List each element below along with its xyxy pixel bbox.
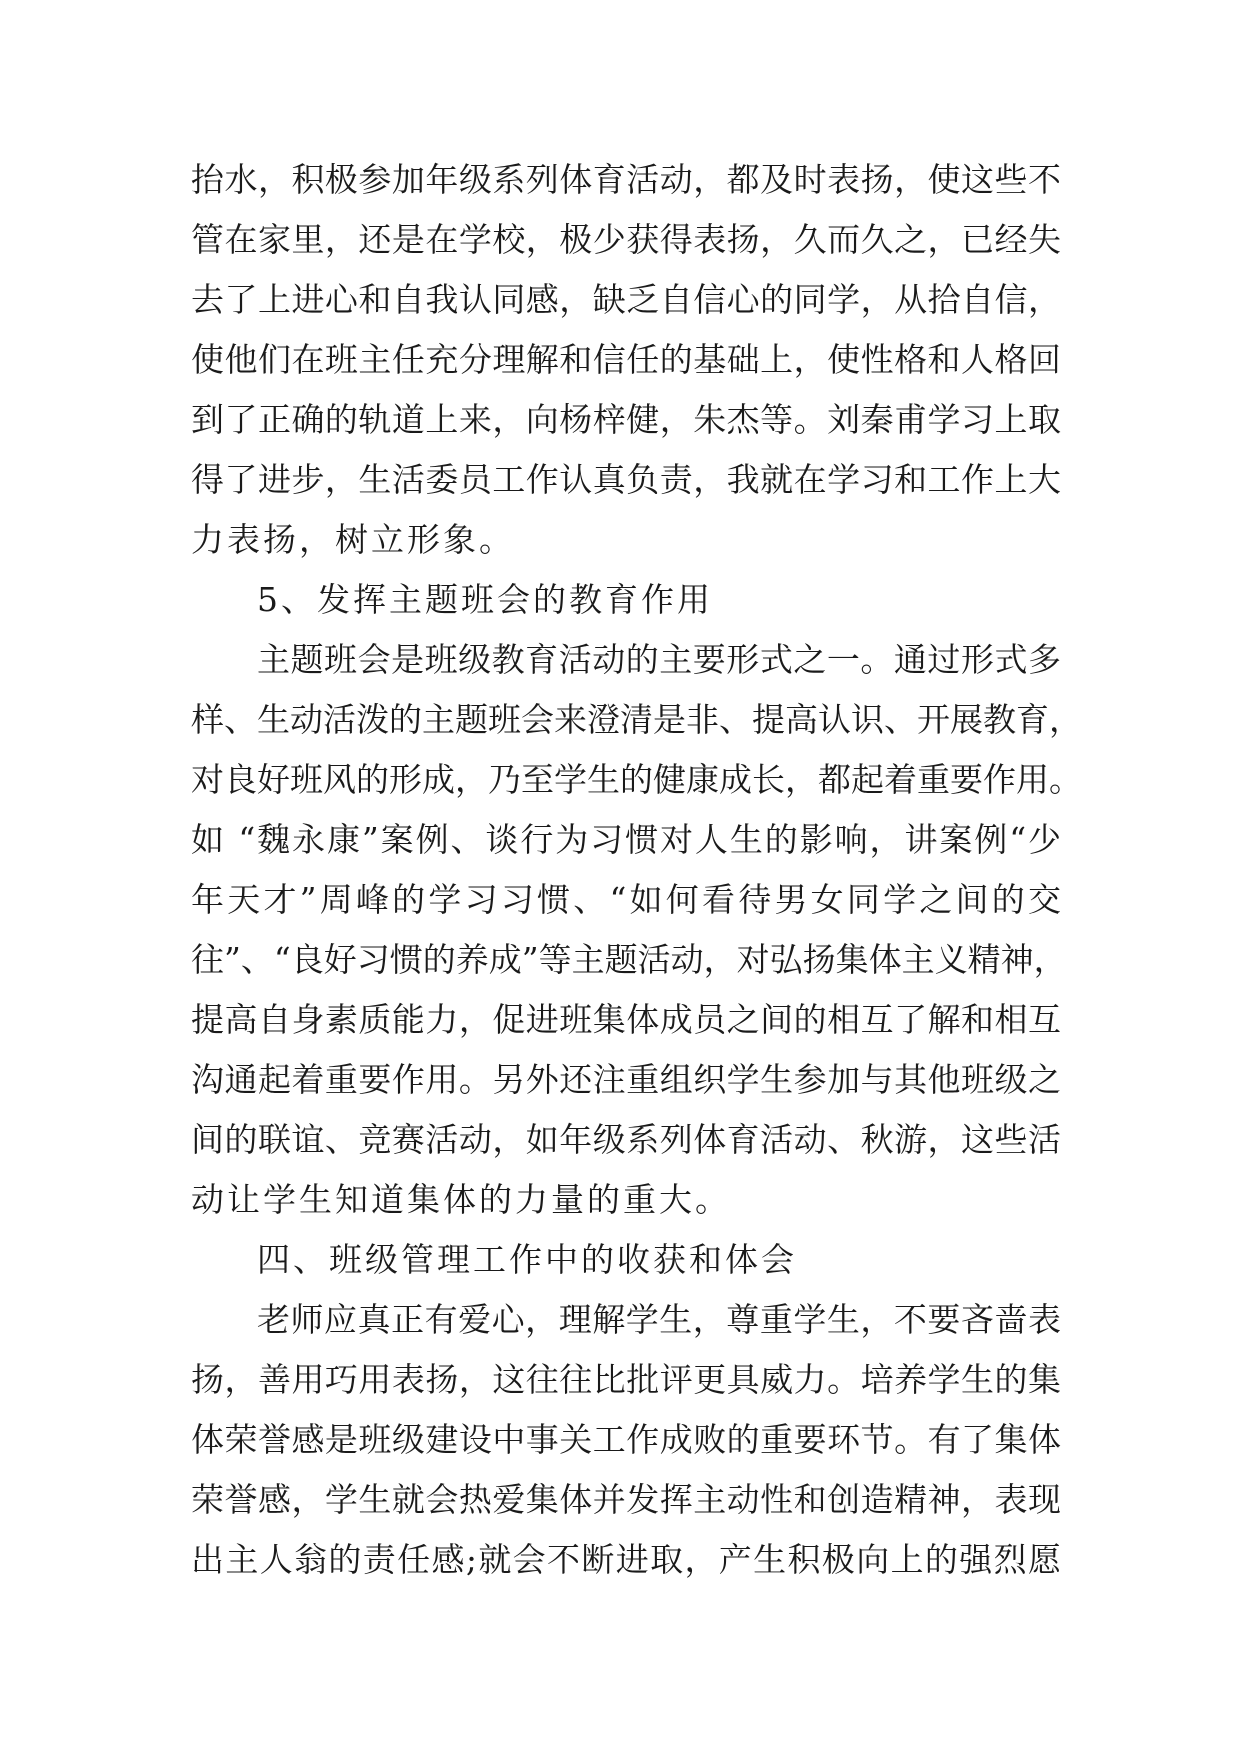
paragraph-line: 间的联谊、竞赛活动，如年级系列体育活动、秋游，这些活 bbox=[191, 1120, 1061, 1159]
paragraph-line: 扬，善用巧用表扬，这往往比批评更具威力。培养学生的集 bbox=[191, 1360, 1061, 1399]
paragraph-line: 出主人翁的责任感;就会不断进取，产生积极向上的强烈愿 bbox=[191, 1540, 1061, 1579]
paragraph-line: 动让学生知道集体的力量的重大。 bbox=[191, 1180, 731, 1219]
paragraph-line: 使他们在班主任充分理解和信任的基础上，使性格和人格回 bbox=[191, 340, 1061, 379]
paragraph-line: 得了进步，生活委员工作认真负责，我就在学习和工作上大 bbox=[191, 460, 1061, 499]
paragraph-line: 管在家里，还是在学校，极少获得表扬，久而久之，已经失 bbox=[191, 220, 1061, 259]
paragraph-line: 往”、“良好习惯的养成”等主题活动，对弘扬集体主义精神， bbox=[191, 940, 1067, 979]
paragraph-line: 样、生动活泼的主题班会来澄清是非、提高认识、开展教育， bbox=[191, 700, 1082, 739]
section-heading: 5、发挥主题班会的教育作用 bbox=[257, 580, 713, 619]
paragraph-line: 荣誉感，学生就会热爱集体并发挥主动性和创造精神，表现 bbox=[191, 1480, 1061, 1519]
paragraph-line: 主题班会是班级教育活动的主要形式之一。通过形式多 bbox=[257, 640, 1061, 679]
paragraph-line: 老师应真正有爱心，理解学生，尊重学生，不要吝啬表 bbox=[257, 1300, 1061, 1339]
paragraph-line: 提高自身素质能力，促进班集体成员之间的相互了解和相互 bbox=[191, 1000, 1061, 1039]
paragraph-line: 对良好班风的形成，乃至学生的健康成长，都起着重要作用。 bbox=[191, 760, 1082, 799]
section-heading: 四、班级管理工作中的收获和体会 bbox=[257, 1240, 797, 1279]
paragraph-line: 如 “魏永康”案例、谈行为习惯对人生的影响，讲案例“少 bbox=[191, 820, 1061, 859]
document-body bbox=[191, 150, 1082, 1590]
paragraph-line: 沟通起着重要作用。另外还注重组织学生参加与其他班级之 bbox=[191, 1060, 1061, 1099]
paragraph-line: 到了正确的轨道上来，向杨梓健，朱杰等。刘秦甫学习上取 bbox=[191, 400, 1061, 439]
paragraph-line: 去了上进心和自我认同感，缺乏自信心的同学，从拾自信， bbox=[191, 280, 1061, 319]
paragraph-line: 年天才”周峰的学习习惯、“如何看待男女同学之间的交 bbox=[191, 880, 1061, 919]
paragraph-line: 体荣誉感是班级建设中事关工作成败的重要环节。有了集体 bbox=[191, 1420, 1061, 1459]
paragraph-line: 抬水，积极参加年级系列体育活动，都及时表扬，使这些不 bbox=[191, 160, 1061, 199]
paragraph-line: 力表扬，树立形象。 bbox=[191, 520, 515, 559]
